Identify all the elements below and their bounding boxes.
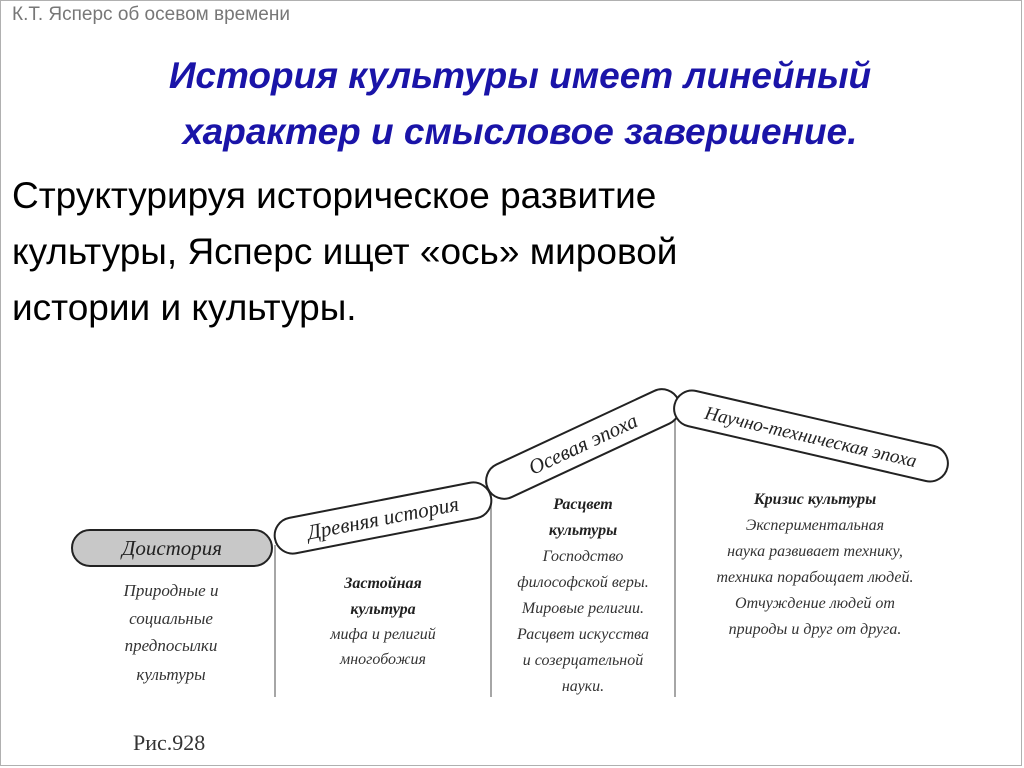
desc-line: предпосылки bbox=[124, 636, 218, 655]
desc-bold-line: Расцвет bbox=[553, 496, 613, 513]
desc-line: Природные и bbox=[123, 581, 219, 600]
body-line-2: культуры, Ясперс ищет «ось» мировой bbox=[12, 231, 678, 272]
stage-description-ancient-history bbox=[329, 575, 436, 668]
stage-description-scientific-technical-age bbox=[717, 491, 914, 638]
stage-pill-scientific-technical-age bbox=[671, 387, 952, 485]
desc-line: Отчуждение людей от bbox=[735, 595, 895, 612]
stage-description-prehistory bbox=[123, 581, 219, 684]
body-line-1: Структурируя историческое развитие bbox=[12, 175, 657, 216]
figure-caption: Рис.928 bbox=[133, 730, 206, 755]
desc-bold-line: Кризис культуры bbox=[753, 491, 877, 508]
desc-line: наука развивает технику, bbox=[727, 543, 903, 560]
desc-line: социальные bbox=[129, 609, 213, 628]
desc-line: и созерцательной bbox=[522, 652, 644, 669]
stage-pill-prehistory bbox=[72, 530, 272, 566]
desc-line: техника порабощает людей. bbox=[716, 569, 914, 586]
title-line-1: История культуры имеет линейный bbox=[168, 55, 872, 96]
desc-bold-line: культура bbox=[350, 601, 416, 618]
stage-label-scientific-technical-age: Научно-техническая эпоха bbox=[702, 402, 919, 473]
desc-line: философской веры. bbox=[517, 574, 649, 591]
desc-line: Мировые религии. bbox=[521, 600, 645, 617]
desc-line: мифа и религий bbox=[330, 626, 436, 643]
desc-line: Расцвет искусства bbox=[517, 626, 649, 643]
stage-label-axial-age: Осевая эпоха bbox=[524, 408, 642, 480]
desc-line: природы и друг от друга. bbox=[728, 621, 902, 638]
desc-line: Господство bbox=[542, 548, 624, 565]
body-line-3: истории и культуры. bbox=[12, 287, 357, 328]
desc-line: многобожия bbox=[340, 651, 426, 668]
slide-header-label: К.Т. Ясперс об осевом времени bbox=[12, 4, 290, 25]
desc-line: науки. bbox=[561, 678, 605, 695]
desc-bold-line: культуры bbox=[548, 522, 618, 539]
desc-line: Экспериментальная bbox=[745, 517, 885, 534]
title-line-2: характер и смысловое завершение. bbox=[182, 111, 858, 152]
stage-description-axial-age bbox=[516, 496, 649, 695]
stage-label-prehistory: Доистория bbox=[121, 536, 223, 560]
desc-bold-line: Застойная bbox=[344, 575, 422, 592]
stage-pill-axial-age bbox=[480, 383, 686, 504]
stage-label-ancient-history: Древняя история bbox=[305, 491, 461, 545]
desc-line: культуры bbox=[136, 665, 206, 684]
stage-pill-ancient-history bbox=[272, 479, 495, 556]
